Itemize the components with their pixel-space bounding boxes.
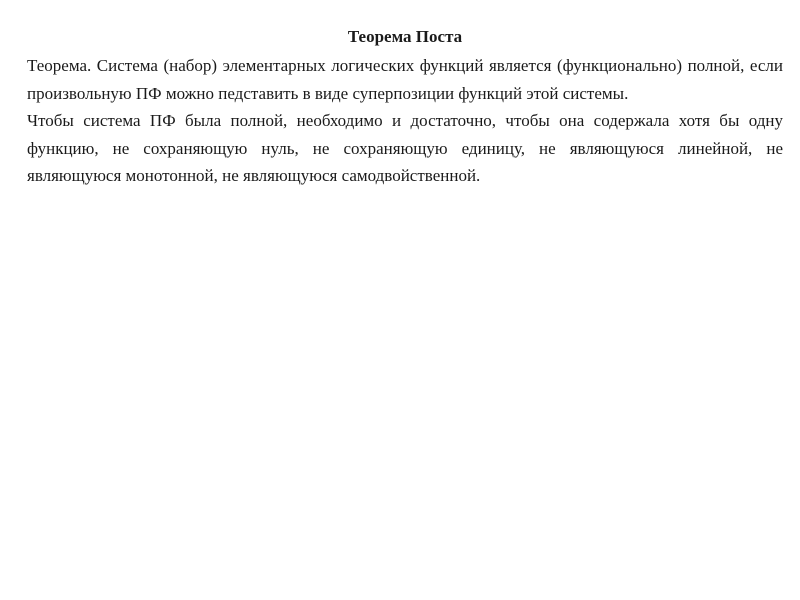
document-page xyxy=(27,25,783,190)
completeness-condition-paragraph: Чтобы система ПФ была полной, необходимо и достаточно, чтобы она содержала хотя бы одну функцию, не сохраняющую нуль, не сохраняющую единицу, не являющуюся линейной, не являющуюся монотонной, не являющуюся самодвойственной. xyxy=(27,111,783,185)
page-title: Теорема Поста xyxy=(347,27,463,46)
theorem-statement-paragraph: Теорема. Система (набор) элементарных логических функций является (функционально) полной, если произвольную ПФ можно педставить в виде суперпозиции функций этой системы. xyxy=(27,56,783,103)
